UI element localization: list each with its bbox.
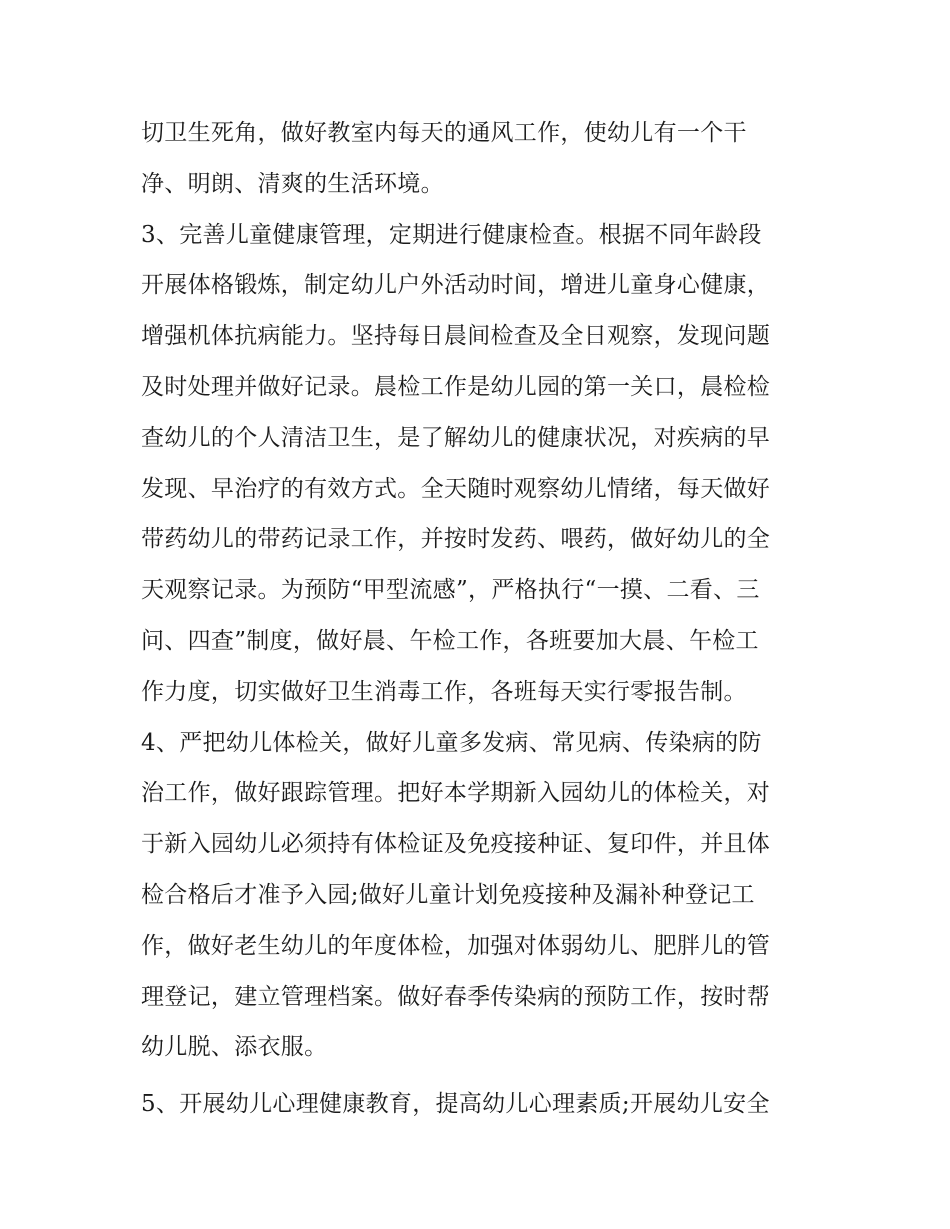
text-line: 净、明朗、清爽的生活环境。 bbox=[141, 170, 444, 197]
text-line: 开展体格锻炼，制定幼儿户外活动时间，增进儿童身心健康， bbox=[141, 272, 771, 299]
text-line: 天观察记录。为预防“甲型流感”，严格执行“一摸、二看、三 bbox=[141, 577, 760, 604]
text-line: 问、四查”制度，做好晨、午检工作，各班要加大晨、午检工 bbox=[141, 627, 759, 654]
body-text bbox=[141, 108, 821, 1130]
text-line: 切卫生死角，做好教室内每天的通风工作，使幼儿有一个干 bbox=[141, 120, 747, 146]
text-line: 作，做好老生幼儿的年度体检，加强对体弱幼儿、肥胖儿的管 bbox=[141, 932, 771, 959]
text-line: 查幼儿的个人清洁卫生，是了解幼儿的健康状况，对疾病的早 bbox=[141, 424, 771, 451]
text-line: 幼儿脱、添衣服。 bbox=[141, 1034, 328, 1061]
text-line: 检合格后才准予入园;做好儿童计划免疫接种及漏补种登记工 bbox=[141, 881, 755, 908]
text-line: 带药幼儿的带药记录工作，并按时发药、喂药，做好幼儿的全 bbox=[141, 526, 771, 553]
text-line: 3、完善儿童健康管理，定期进行健康检查。根据不同年龄段 bbox=[141, 221, 762, 248]
text-line: 于新入园幼儿必须持有体检证及免疫接种证、复印件，并且体 bbox=[141, 831, 771, 858]
text-line: 作力度，切实做好卫生消毒工作，各班每天实行零报告制。 bbox=[141, 678, 747, 705]
text-line: 5、开展幼儿心理健康教育，提高幼儿心理素质;开展幼儿安全 bbox=[141, 1091, 770, 1118]
text-line: 增强机体抗病能力。坚持每日晨间检查及全日观察，发现问题 bbox=[141, 323, 771, 350]
text-line: 及时处理并做好记录。晨检工作是幼儿园的第一关口，晨检检 bbox=[141, 373, 771, 400]
text-line: 4、严把幼儿体检关，做好儿童多发病、常见病、传染病的防 bbox=[141, 729, 762, 756]
text-line: 治工作，做好跟踪管理。把好本学期新入园幼儿的体检关，对 bbox=[141, 780, 771, 807]
text-line: 理登记，建立管理档案。做好春季传染病的预防工作，按时帮 bbox=[141, 983, 771, 1010]
text-line: 发现、早治疗的有效方式。全天随时观察幼儿情绪，每天做好 bbox=[141, 475, 771, 502]
